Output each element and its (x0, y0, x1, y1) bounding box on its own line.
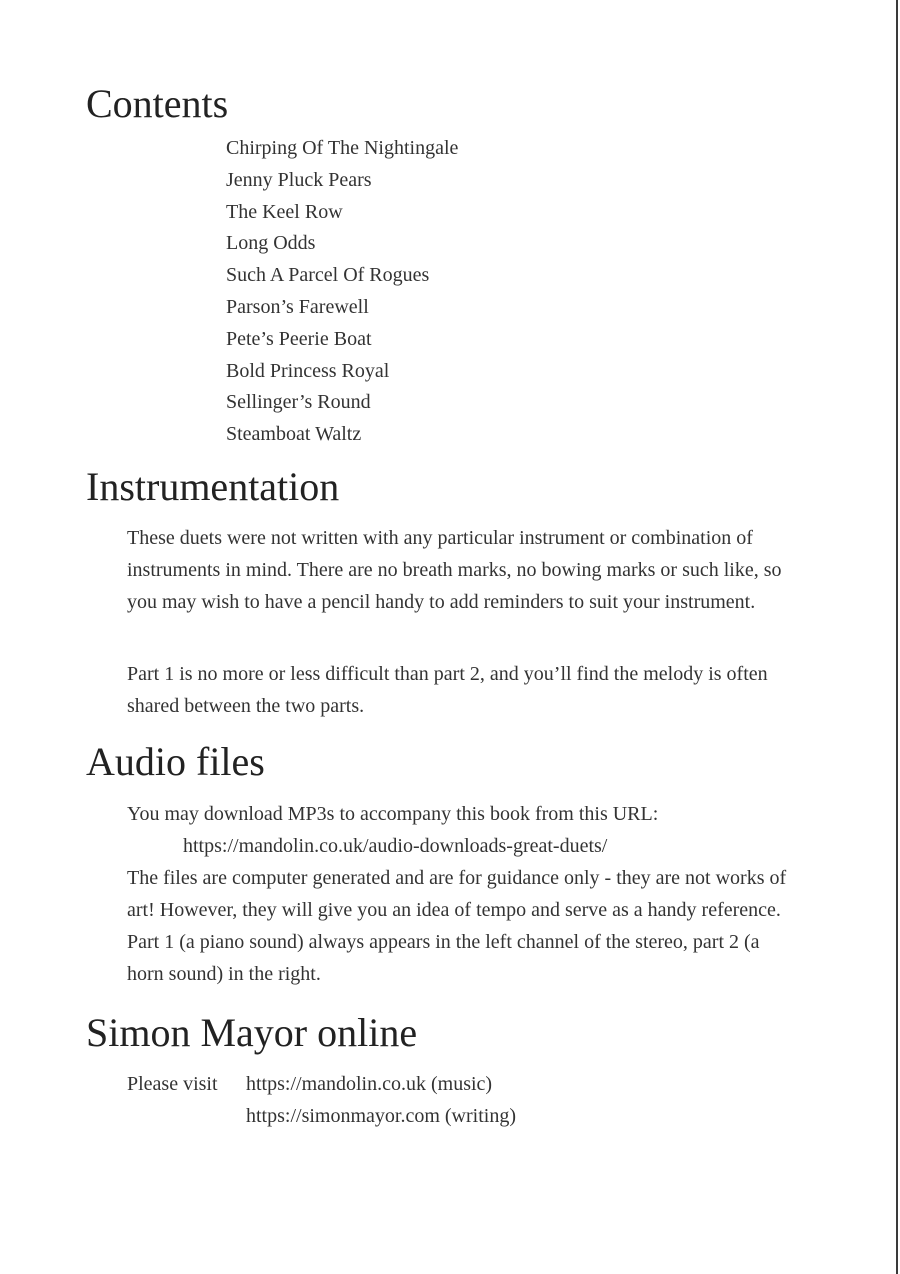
simonmayor-link[interactable]: https://simonmayor.com (writing) (246, 1105, 516, 1127)
instrumentation-paragraph-2: Part 1 is no more or less difficult than part 2, and you’ll find the melody is often shared between the two parts. (127, 663, 768, 717)
contents-item (0, 227, 700, 259)
audio-files-paragraph: The files are computer generated and are for guidance only - they are not works of art! However, they will give you an idea of tempo and serve as a handy reference. Part 1 (a piano sound) always appears in the left channel of the stereo, part 2 (a horn sound) in the right. (127, 867, 787, 985)
contents-title: Long Odds (226, 232, 316, 255)
contents-item (0, 259, 700, 291)
contents-title: Bold Princess Royal (226, 359, 390, 382)
contents-item (0, 355, 700, 387)
audio-files-intro: You may download MP3s to accompany this book from this URL: (127, 803, 659, 825)
contents-heading: Contents (86, 81, 229, 126)
please-visit-label: Please visit (127, 1073, 218, 1095)
contents-item (0, 386, 700, 418)
mandolin-link[interactable]: https://mandolin.co.uk (music) (246, 1073, 493, 1095)
contents-title: Pete’s Peerie Boat (226, 327, 372, 350)
contents-item (0, 323, 700, 355)
contents-item (0, 418, 700, 450)
online-heading: Simon Mayor online (86, 1010, 418, 1055)
contents-title: Such A Parcel Of Rogues (226, 264, 430, 287)
contents-title: Steamboat Waltz (226, 423, 362, 446)
contents-title: Parson’s Farewell (226, 295, 369, 318)
contents-item (0, 132, 700, 164)
contents-title: The Keel Row (226, 200, 343, 223)
contents-item (0, 196, 700, 228)
instrumentation-heading: Instrumentation (86, 464, 340, 509)
contents-item (0, 291, 700, 323)
instrumentation-paragraph-1: These duets were not written with any particular instrument or combination of instruments in mind. There are no breath marks, no bowing marks or such like, so you may wish to have a pencil handy to add reminders to suit your instrument. (127, 527, 782, 613)
contents-title: Sellinger’s Round (226, 391, 371, 414)
audio-download-link[interactable]: https://mandolin.co.uk/audio-downloads-great-duets/ (183, 835, 608, 857)
contents-title: Chirping Of The Nightingale (226, 137, 459, 159)
contents-list (0, 132, 700, 450)
contents-item (0, 164, 700, 196)
contents-title: Jenny Pluck Pears (226, 168, 372, 191)
audio-files-heading: Audio files (86, 739, 265, 784)
